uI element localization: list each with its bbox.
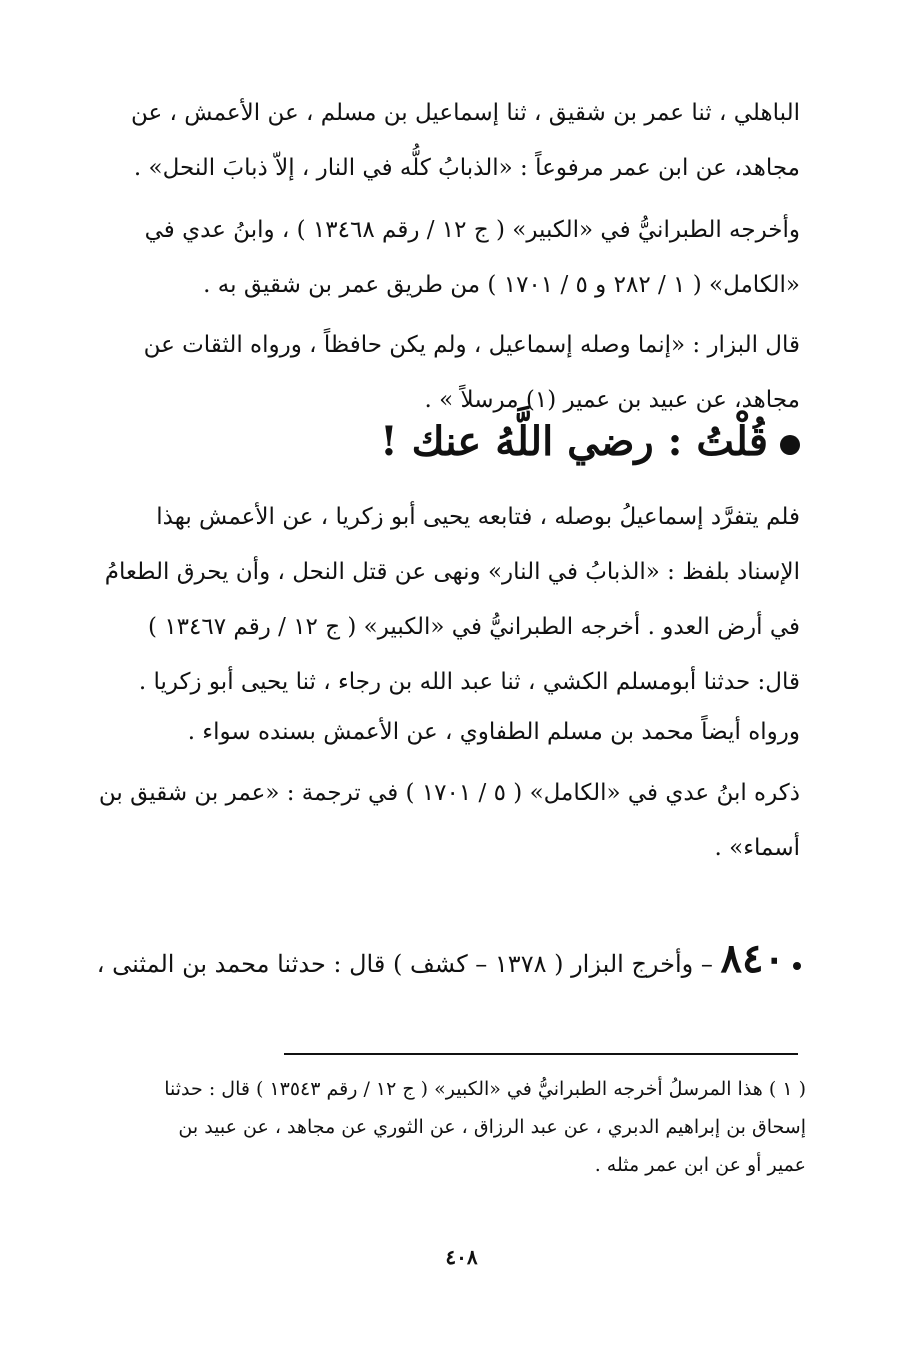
footnote-line: إسحاق بن إبراهيم الدبري ، عن عبد الرزاق ، عن الثوري عن مجاهد ، عن عبيد بن	[178, 1116, 806, 1138]
paragraph-3	[78, 318, 800, 428]
text-line: فلم يتفرَّد إسماعيلُ بوصله ، فتابعه يحيى أبو زكريا ، عن الأعمش بهذا	[156, 504, 800, 530]
text-line: الباهلي ، ثنا عمر بن شقيق ، ثنا إسماعيل بن مسلم ، عن الأعمش ، عن	[131, 100, 800, 126]
bullet-icon	[780, 435, 800, 455]
hadith-number: ٨٤٠	[720, 935, 785, 982]
paragraph-5	[78, 705, 800, 760]
text-line: وأخرجه الطبرانيُّ في «الكبير» ( ج ١٢ / رقم ١٣٤٦٨ ) ، وابنُ عدي في	[144, 217, 800, 243]
text-line: قال البزار : «إنما وصله إسماعيل ، ولم يكن حافظاً ، ورواه الثقات عن	[143, 332, 800, 358]
footnote	[94, 1070, 806, 1184]
text-line: ورواه أيضاً محمد بن مسلم الطفاوي ، عن الأعمش بسنده سواء .	[187, 719, 800, 745]
footnote-line: عمير أو عن ابن عمر مثله .	[594, 1154, 806, 1176]
text-line: في أرض العدو . أخرجه الطبرانيُّ في «الكبير» ( ج ١٢ / رقم ١٣٤٦٧ )	[148, 614, 800, 640]
text-line: قال: حدثنا أبومسلم الكشي ، ثنا عبد الله بن رجاء ، ثنا يحيى أبو زكريا .	[138, 669, 800, 695]
paragraph-6	[78, 766, 800, 876]
text-line: مجاهد، عن عبيد بن عمير (١) مرسلاً » .	[424, 387, 800, 413]
footnote-line: ( ١ ) هذا المرسلُ أخرجه الطبرانيُّ في «الكبير» ( ج ١٢ / رقم ١٣٥٤٣ ) قال : حدثنا	[164, 1078, 806, 1100]
text-line: أسماء» .	[714, 835, 800, 861]
paragraph-1	[78, 86, 800, 196]
hadith-text: – وأخرج البزار ( ١٣٧٨ – كشف ) قال : حدثنا محمد بن المثنى ،	[96, 950, 713, 978]
text-line: ذكره ابنُ عدي في «الكامل» ( ٥ / ١٧٠١ ) في ترجمة : «عمر بن شقيق بن	[98, 780, 800, 806]
heading-text: قُلْتُ : رضي اللَّهُ عنك !	[380, 418, 768, 465]
footnote-divider	[284, 1053, 798, 1055]
dot-icon	[793, 962, 801, 970]
paragraph-2	[78, 203, 800, 313]
paragraph-4	[78, 490, 800, 710]
text-line: الإسناد بلفظ : «الذبابُ في النار» ونهى عن قتل النحل ، وأن يحرق الطعامُ	[104, 559, 800, 585]
section-heading	[380, 418, 800, 465]
text-line: مجاهد، عن ابن عمر مرفوعاً : «الذبابُ كلُّه في النار ، إلاّ ذبابَ النحل» .	[133, 155, 800, 181]
hadith-entry	[97, 935, 801, 982]
text-line: «الكامل» ( ١ / ٢٨٢ و ٥ / ١٧٠١ ) من طريق عمر بن شقيق به .	[203, 272, 800, 298]
page-number: ٤٠٨	[445, 1245, 478, 1269]
